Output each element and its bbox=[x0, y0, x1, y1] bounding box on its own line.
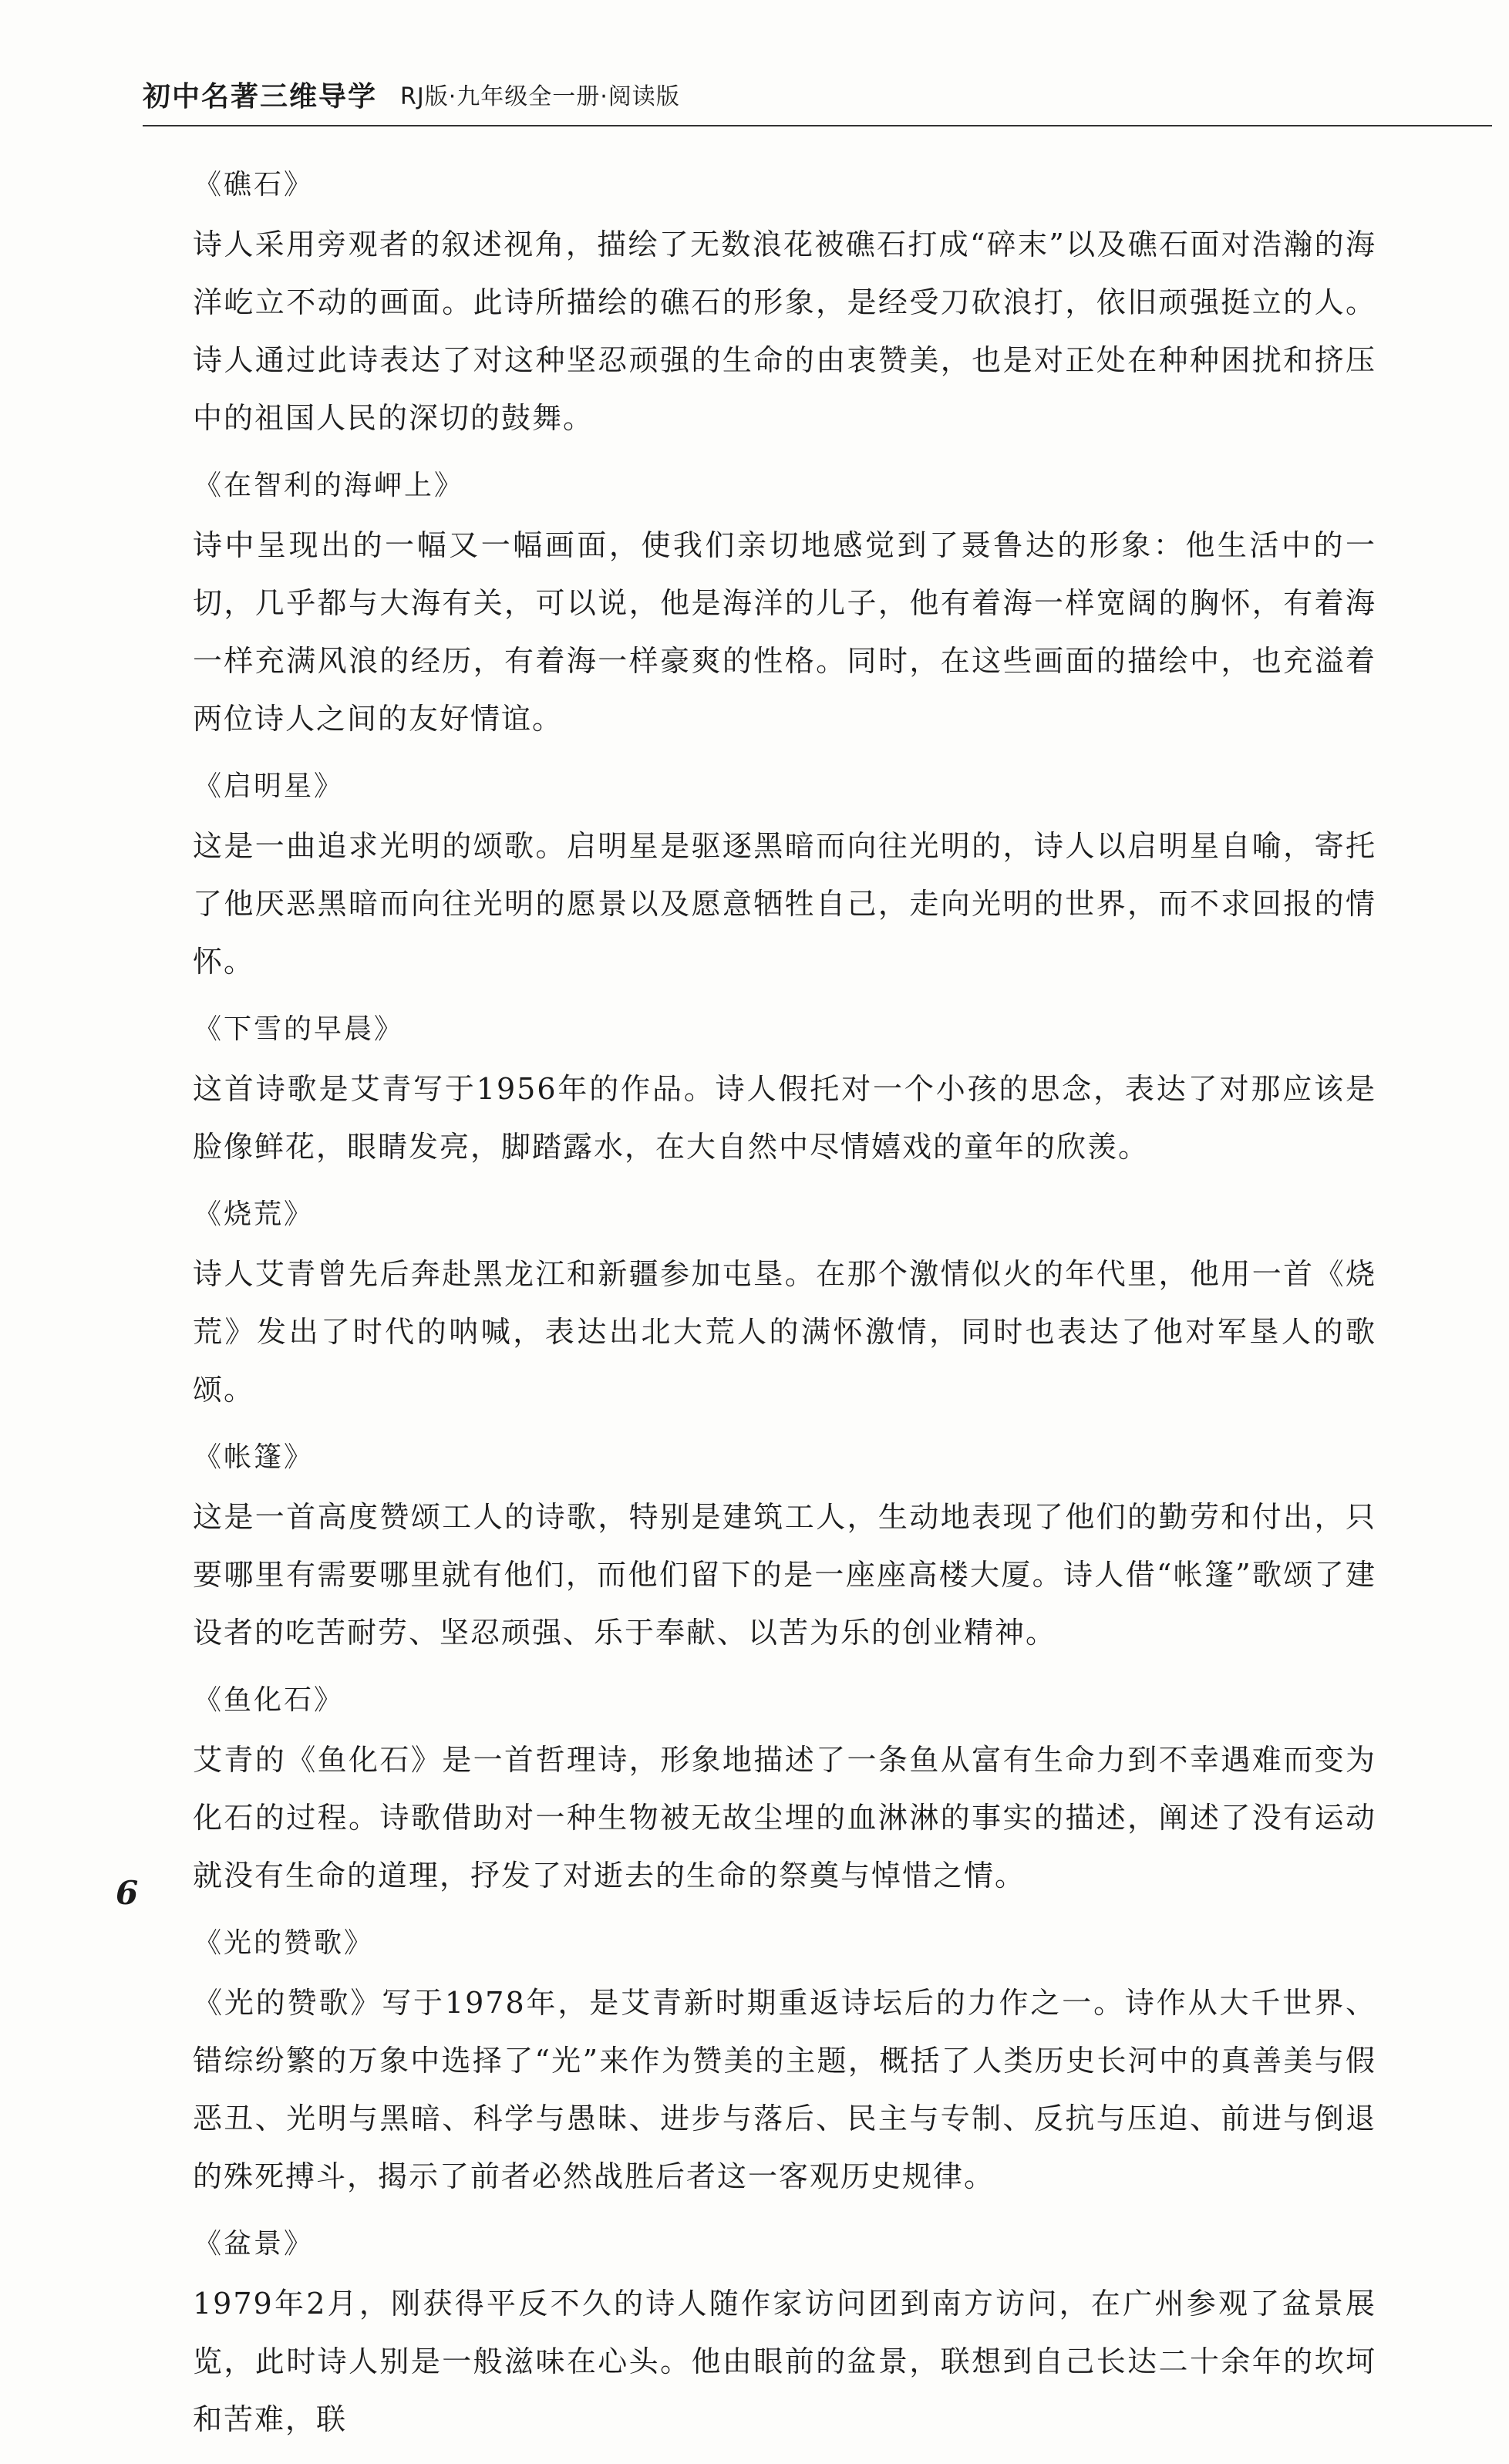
poem-summary: 这是一曲追求光明的颂歌。启明星是驱逐黑暗而向往光明的，诗人以启明星自喻，寄托了他厌恶黑暗而向往光明的愿景以及愿意牺牲自己，走向光明的世界，而不求回报的情怀。 bbox=[193, 829, 1376, 979]
poem-summary: 艾青的《鱼化石》是一首哲理诗，形象地描述了一条鱼从富有生命力到不幸遇难而变为化石的过程。诗歌借助对一种生物被无故尘埋的血淋淋的事实的描述，阐述了没有运动就没有生命的道理，抒发了对逝去的生命的祭奠与悼惜之情。 bbox=[193, 1743, 1376, 1893]
poem-summary: 这首诗歌是艾青写于1956年的作品。诗人假托对一个小孩的思念，表达了对那应该是脸像鲜花，眼睛发亮，脚踏露水，在大自然中尽情嬉戏的童年的欣羡。 bbox=[193, 1072, 1376, 1164]
poem-title: 《帐篷》 bbox=[194, 1441, 315, 1473]
poem-title: 《在智利的海岬上》 bbox=[194, 470, 465, 501]
poem-title: 《下雪的早晨》 bbox=[194, 1013, 405, 1045]
page-number: 6 bbox=[116, 1874, 139, 1912]
section-jiaoshi bbox=[193, 162, 1376, 447]
poem-summary: 这是一首高度赞颂工人的诗歌，特别是建筑工人，生动地表现了他们的勤劳和付出，只要哪里有需要哪里就有他们，而他们留下的是一座座高楼大厦。诗人借“帐篷”歌颂了建设者的吃苦耐劳、坚忍顽强、乐于奉献、以苦为乐的创业精神。 bbox=[193, 1500, 1376, 1650]
poem-title: 《盆景》 bbox=[194, 2228, 315, 2260]
poem-summary: 诗人采用旁观者的叙述视角，描绘了无数浪花被礁石打成“碎末”以及礁石面对浩瀚的海洋屹立不动的画面。此诗所描绘的礁石的形象，是经受刀砍浪打，依旧顽强挺立的人。诗人通过此诗表达了对这种坚忍顽强的生命的由衷赞美，也是对正处在种种困扰和挤压中的祖国人民的深切的鼓舞。 bbox=[193, 228, 1376, 435]
section-shaohuang bbox=[193, 1192, 1376, 1419]
poem-summary: 《光的赞歌》写于1978年，是艾青新时期重返诗坛后的力作之一。诗作从大千世界、错综纷繁的万象中选择了“光”来作为赞美的主题，概括了人类历史长河中的真善美与假恶丑、光明与黑暗、科学与愚昧、进步与落后、民主与专制、反抗与压迫、前进与倒退的殊死搏斗，揭示了前者必然战胜后者这一客观历史规律。 bbox=[193, 1986, 1376, 2193]
poem-summary: 诗人艾青曾先后奔赴黑龙江和新疆参加屯垦。在那个激情似火的年代里，他用一首《烧荒》发出了时代的呐喊，表达出北大荒人的满怀激情，同时也表达了他对军垦人的歌颂。 bbox=[193, 1257, 1376, 1407]
poem-title: 《烧荒》 bbox=[194, 1198, 315, 1230]
poem-summary: 1979年2月，刚获得平反不久的诗人随作家访问团到南方访问，在广州参观了盆景展览，此时诗人别是一般滋味在心头。他由眼前的盆景，联想到自己长达二十余年的坎坷和苦难，联 bbox=[193, 2287, 1376, 2436]
page-content bbox=[193, 162, 1376, 2464]
section-xiaxue bbox=[193, 1006, 1376, 1176]
section-penjing bbox=[193, 2221, 1376, 2449]
poem-summary: 诗中呈现出的一幅又一幅画面，使我们亲切地感觉到了聂鲁达的形象：他生活中的一切，几乎都与大海有关，可以说，他是海洋的儿子，他有着海一样宽阔的胸怀，有着海一样充满风浪的经历，有着海一样豪爽的性格。同时，在这些画面的描绘中，也充溢着两位诗人之间的友好情谊。 bbox=[193, 528, 1376, 736]
section-zhili bbox=[193, 463, 1376, 748]
book-title: 初中名著三维导学 bbox=[143, 80, 378, 113]
section-guangdezange bbox=[193, 1920, 1376, 2206]
page-header bbox=[143, 63, 1492, 126]
poem-title: 《鱼化石》 bbox=[194, 1684, 345, 1716]
poem-title: 《礁石》 bbox=[194, 169, 315, 201]
poem-title: 《光的赞歌》 bbox=[194, 1927, 375, 1959]
poem-title: 《启明星》 bbox=[194, 770, 345, 802]
section-yuhuashi bbox=[193, 1677, 1376, 1905]
edition-label: RJ版·九年级全一册·阅读版 bbox=[400, 83, 680, 110]
section-zhangpeng bbox=[193, 1434, 1376, 1662]
section-qimingxing bbox=[193, 763, 1376, 991]
